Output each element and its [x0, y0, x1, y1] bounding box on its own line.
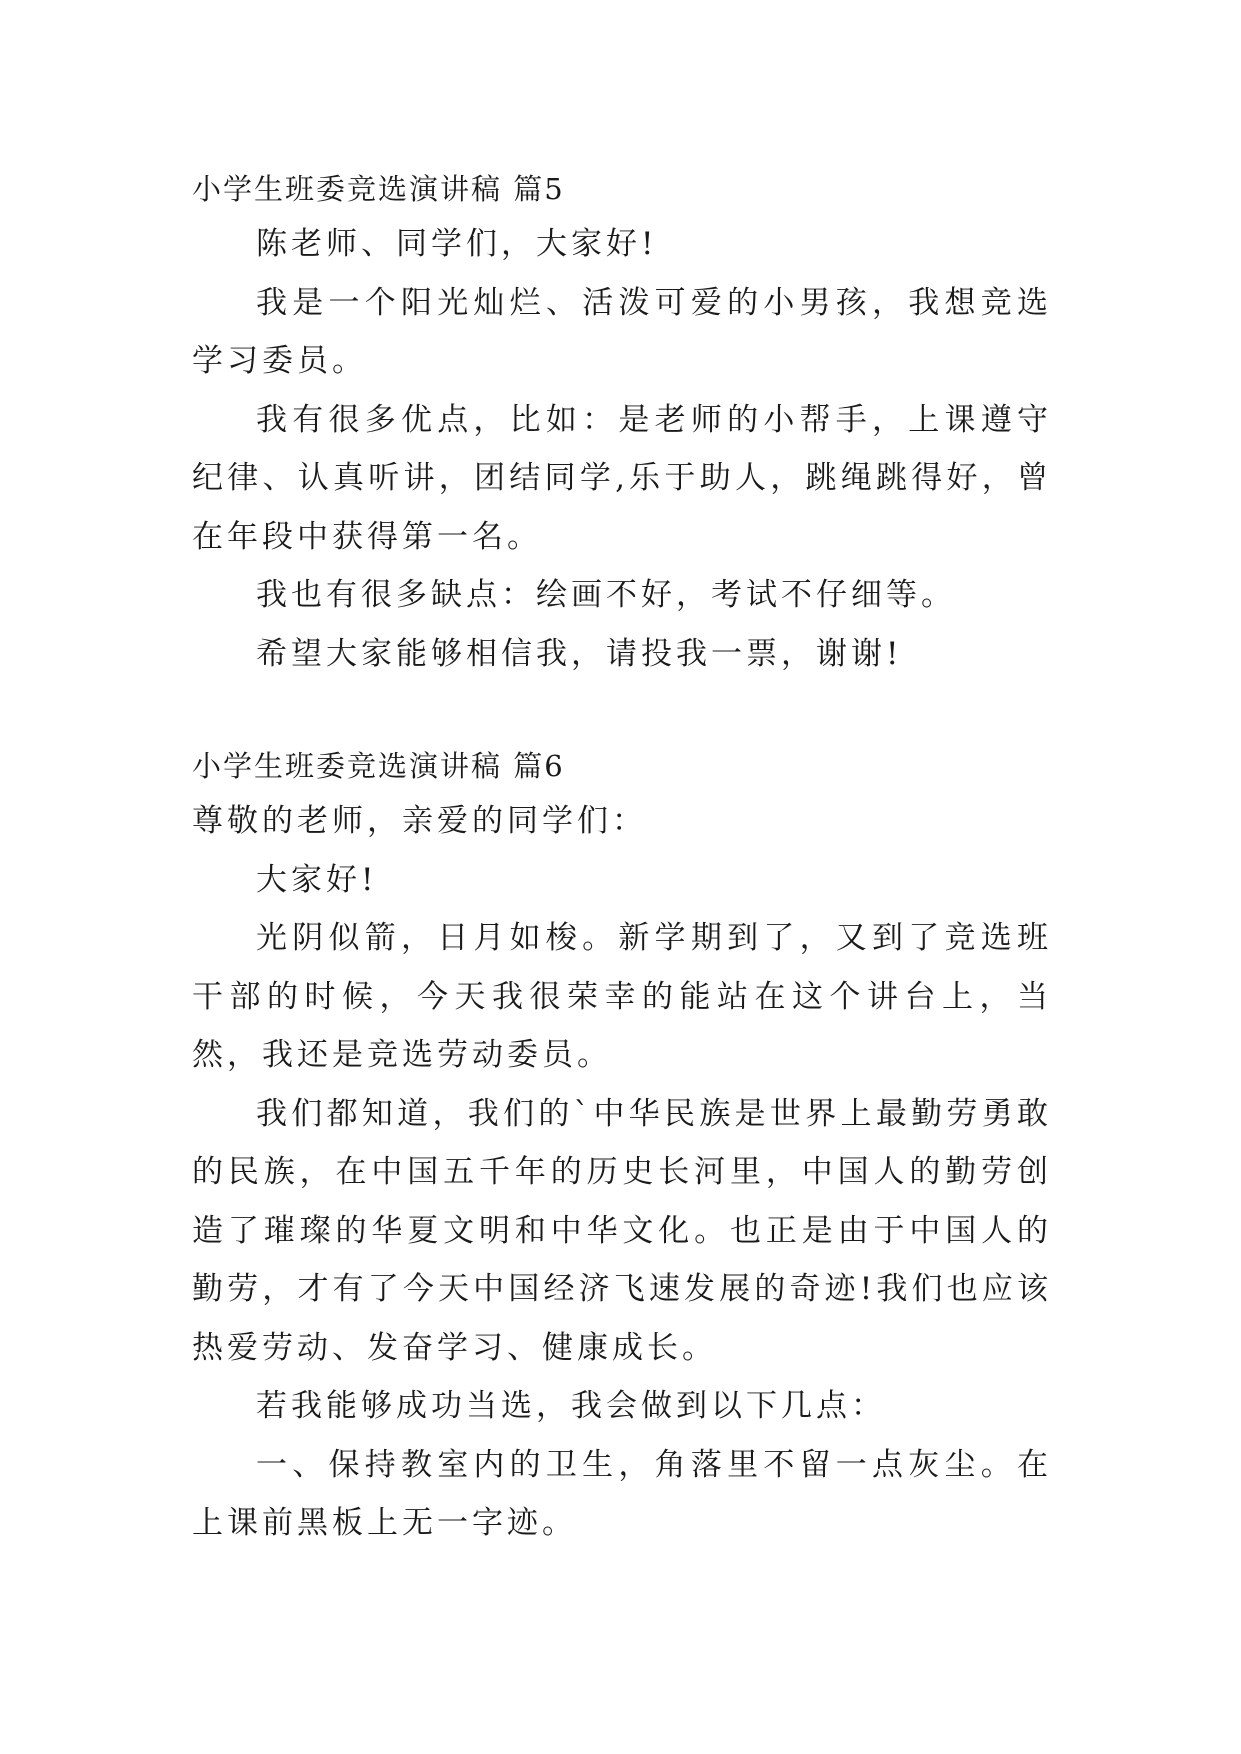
paragraph: 若我能够成功当选，我会做到以下几点：: [256, 1388, 886, 1424]
paragraph: 我也有很多缺点：绘画不好，考试不仔细等。: [256, 577, 956, 613]
section-heading: 小学生班委竞选演讲稿 篇6: [192, 749, 565, 783]
speech-section-6: [192, 740, 1052, 1553]
paragraph: 大家好!: [256, 861, 378, 898]
paragraph: 光阴似箭，日月如梭。新学期到了，又到了竞选班干部的时候，今天我很荣幸的能站在这个讲台上，当然，我还是竞选劳动委员。: [192, 920, 1052, 1073]
section-heading: 小学生班委竞选演讲稿 篇5: [192, 172, 565, 206]
speech-section-5: [192, 163, 1052, 683]
paragraph: 希望大家能够相信我，请投我一票，谢谢!: [256, 635, 903, 672]
paragraph: 我是一个阳光灿烂、活泼可爱的小男孩，我想竞选学习委员。: [192, 284, 1052, 379]
paragraph: 一、保持教室内的卫生，角落里不留一点灰尘。在上课前黑板上无一字迹。: [192, 1446, 1052, 1541]
paragraph: 我们都知道，我们的`中华民族是世界上最勤劳勇敢的民族，在中国五千年的历史长河里，中国人的勤劳创造了璀璨的华夏文明和中华文化。也正是由于中国人的勤劳，才有了今天中国经济飞速发展的奇迹!我们也应该热爱劳动、发奋学习、健康成长。: [192, 1095, 1052, 1366]
paragraph: 我有很多优点，比如：是老师的小帮手，上课遵守纪律、认真听讲，团结同学,乐于助人，跳绳跳得好，曾在年段中获得第一名。: [192, 401, 1052, 555]
salutation: 尊敬的老师，亲爱的同学们：: [192, 803, 647, 839]
paragraph: 陈老师、同学们，大家好!: [256, 226, 658, 262]
